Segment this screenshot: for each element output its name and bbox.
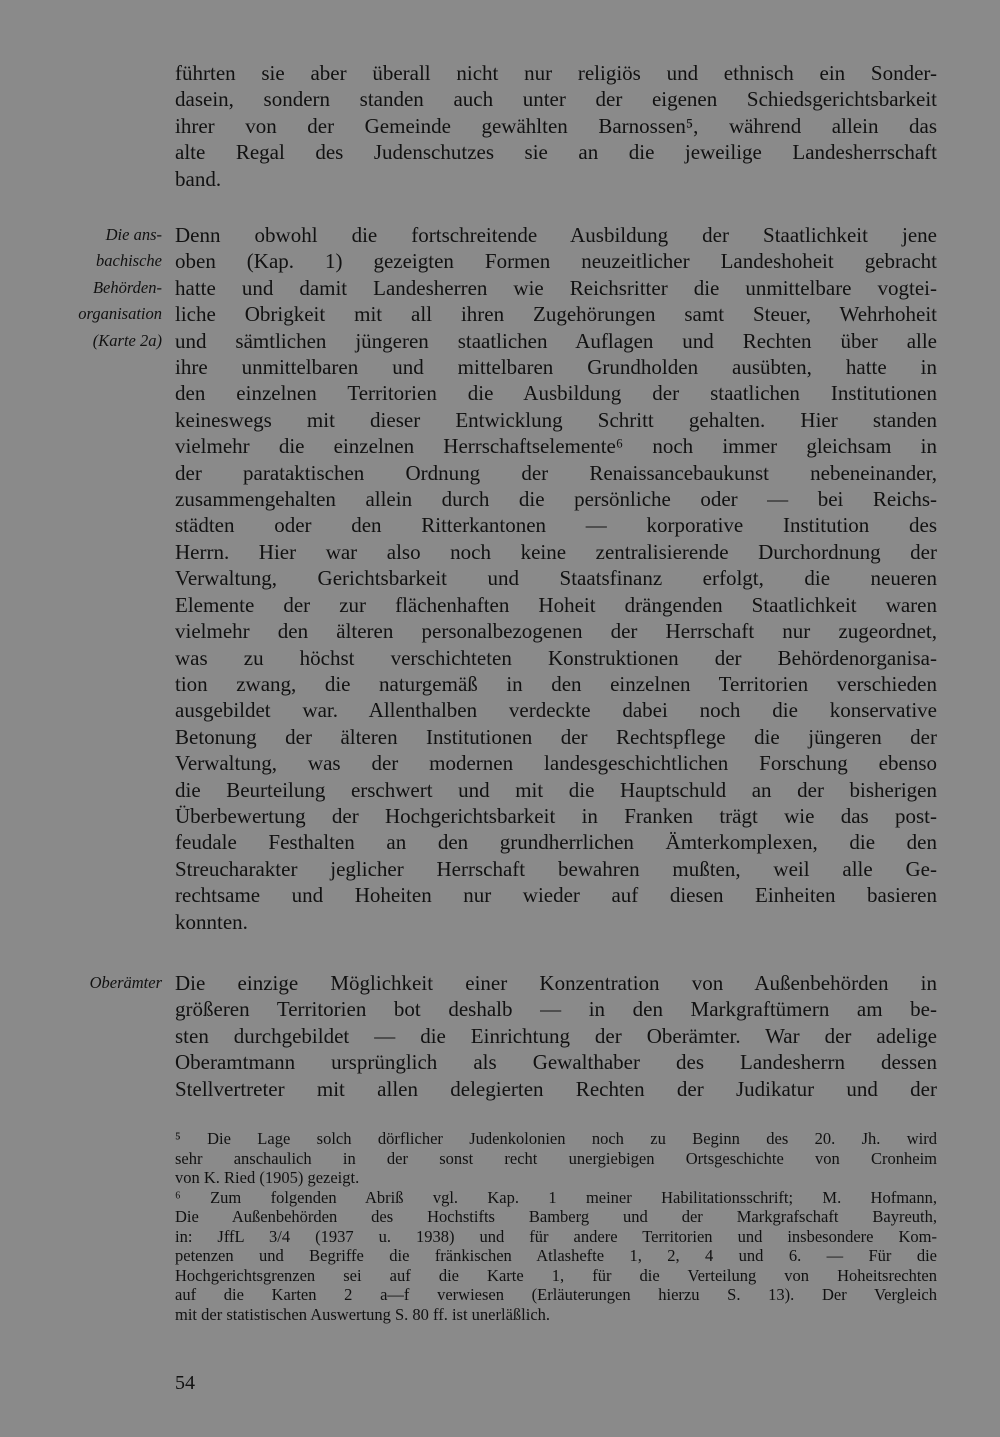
footnote-line: sehr anschaulich in der sonst recht unergiebigen Ortsgeschichte von Cronheim xyxy=(175,1148,937,1168)
paragraph-2 xyxy=(175,222,937,935)
footnote-line: ⁵ Die Lage solch dörflicher Judenkolonien noch zu Beginn des 20. Jh. wird xyxy=(175,1129,937,1148)
text-line: alte Regal des Judenschutzes sie an die jeweilige Landesherrschaft xyxy=(175,140,937,165)
text-line: zusammengehalten allein durch die persönliche oder — bei Reichs- xyxy=(175,487,937,512)
text-line: ihrer von der Gemeinde gewählten Barnossen⁵, während allein das xyxy=(175,113,937,138)
text-line: band. xyxy=(175,166,222,191)
text-line: Elemente der zur flächenhaften Hoheit drängenden Staatlichkeit waren xyxy=(175,592,937,617)
footnote-line: von K. Ried (1905) gezeigt. xyxy=(175,1168,360,1187)
margin-note-line: (Karte 2a) xyxy=(92,330,162,350)
margin-note-line: Behörden- xyxy=(92,277,162,297)
footnote-line: Hochgerichtsgrenzen sei auf die Karte 1, für die Verteilung von Hoheitsrechten xyxy=(175,1265,937,1285)
footnotes xyxy=(175,1129,937,1324)
text-line: Denn obwohl die fortschreitende Ausbildung der Staatlichkeit jene xyxy=(175,223,937,247)
text-line: Streucharakter jeglicher Herrschaft bewahren mußten, weil alle Ge- xyxy=(175,856,937,881)
text-line: die Beurteilung erschwert und mit die Hauptschuld an der bisherigen xyxy=(175,777,937,802)
text-line: ausgebildet war. Allenthalben verdeckte dabei noch die konservative xyxy=(175,698,937,723)
text-line: keineswegs mit dieser Entwicklung Schritt gehalten. Hier standen xyxy=(175,407,937,432)
text-line: rechtsame und Hoheiten nur wieder auf diesen Einheiten basieren xyxy=(175,883,937,908)
footnote-line: petenzen und Begriffe die fränkischen Atlashefte 1, 2, 4 und 6. — Für die xyxy=(175,1246,937,1265)
text-line: Betonung der älteren Institutionen der Rechtspflege die jüngeren der xyxy=(175,724,937,749)
margin-note-line: Oberämter xyxy=(89,973,162,992)
footnote-line: in: JffL 3/4 (1937 u. 1938) und für andere Territorien und insbesondere Kom- xyxy=(175,1226,937,1246)
margin-note-oberaemter xyxy=(22,970,162,996)
footnote-line: ⁶ Zum folgenden Abriß vgl. Kap. 1 meiner Habilitationsschrift; M. Hofmann, xyxy=(175,1187,937,1207)
footnote-line: Die Außenbehörden des Hochstifts Bamberg und der Markgrafschaft Bayreuth, xyxy=(175,1207,937,1226)
margin-note-behoerdenorganisation xyxy=(22,222,162,354)
text-line: Verwaltung, was der modernen landesgeschichtlichen Forschung ebenso xyxy=(175,751,937,776)
text-line: und sämtlichen jüngeren staatlichen Auflagen und Rechten über alle xyxy=(175,328,937,353)
footnote-line: mit der statistischen Auswertung S. 80 ff. ist unerläßlich. xyxy=(175,1304,551,1324)
text-line: städten oder den Ritterkantonen — korporative Institution des xyxy=(175,513,937,538)
text-line: Herrn. Hier war also noch keine zentralisierende Durchordnung der xyxy=(175,539,937,564)
text-line: vielmehr den älteren personalbezogenen der Herrschaft nur zugeordnet, xyxy=(175,619,937,644)
text-line: liche Obrigkeit mit all ihren Zugehörungen samt Steuer, Wehrhoheit xyxy=(175,302,937,327)
text-line: dasein, sondern standen auch unter der eigenen Schiedsgerichtsbarkeit xyxy=(175,87,937,112)
text-line: konnten. xyxy=(175,909,248,934)
paragraph-3 xyxy=(175,970,937,1102)
text-line: Stellvertreter mit allen delegierten Rechten der Judikatur und der xyxy=(175,1076,937,1101)
text-line: oben (Kap. 1) gezeigten Formen neuzeitlicher Landeshoheit gebracht xyxy=(175,249,937,274)
margin-note-line: organisation xyxy=(78,304,162,324)
page-number: 54 xyxy=(175,1372,195,1394)
text-line: der parataktischen Ordnung der Renaissancebaukunst nebeneinander, xyxy=(175,460,937,485)
text-line: vielmehr die einzelnen Herrschaftselemente⁶ noch immer gleichsam in xyxy=(175,434,937,459)
text-line: feudale Festhalten an den grundherrlichen Ämterkomplexen, die den xyxy=(175,830,937,855)
paragraph-1 xyxy=(175,60,937,192)
text-line: führten sie aber überall nicht nur religiös und ethnisch ein Sonder- xyxy=(175,61,937,85)
margin-note-line: Die ans- xyxy=(105,225,162,244)
margin-note-line: bachische xyxy=(96,251,162,271)
footnote-line: auf die Karten 2 a—f verwiesen (Erläuterungen hierzu S. 13). Der Vergleich xyxy=(175,1285,937,1304)
text-line: Verwaltung, Gerichtsbarkeit und Staatsfinanz erfolgt, die neueren xyxy=(175,566,937,591)
text-line: Die einzige Möglichkeit einer Konzentration von Außenbehörden in xyxy=(175,971,937,995)
text-line: den einzelnen Territorien die Ausbildung der staatlichen Institutionen xyxy=(175,381,937,406)
text-line: Überbewertung der Hochgerichtsbarkeit in Franken trägt wie das post- xyxy=(175,803,937,828)
text-line: größeren Territorien bot deshalb — in den Markgraftümern am be- xyxy=(175,997,937,1022)
text-line: hatte und damit Landesherren wie Reichsritter die unmittelbare vogtei- xyxy=(175,275,937,300)
text-line: Oberamtmann ursprünglich als Gewalthaber des Landesherrn dessen xyxy=(175,1050,937,1075)
text-line: was zu höchst verschichteten Konstruktionen der Behördenorganisa- xyxy=(175,645,937,670)
text-line: ihre unmittelbaren und mittelbaren Grundholden ausübten, hatte in xyxy=(175,355,937,380)
text-line: sten durchgebildet — die Einrichtung der Oberämter. War der adelige xyxy=(175,1023,937,1048)
text-line: tion zwang, die naturgemäß in den einzelnen Territorien verschieden xyxy=(175,671,937,696)
